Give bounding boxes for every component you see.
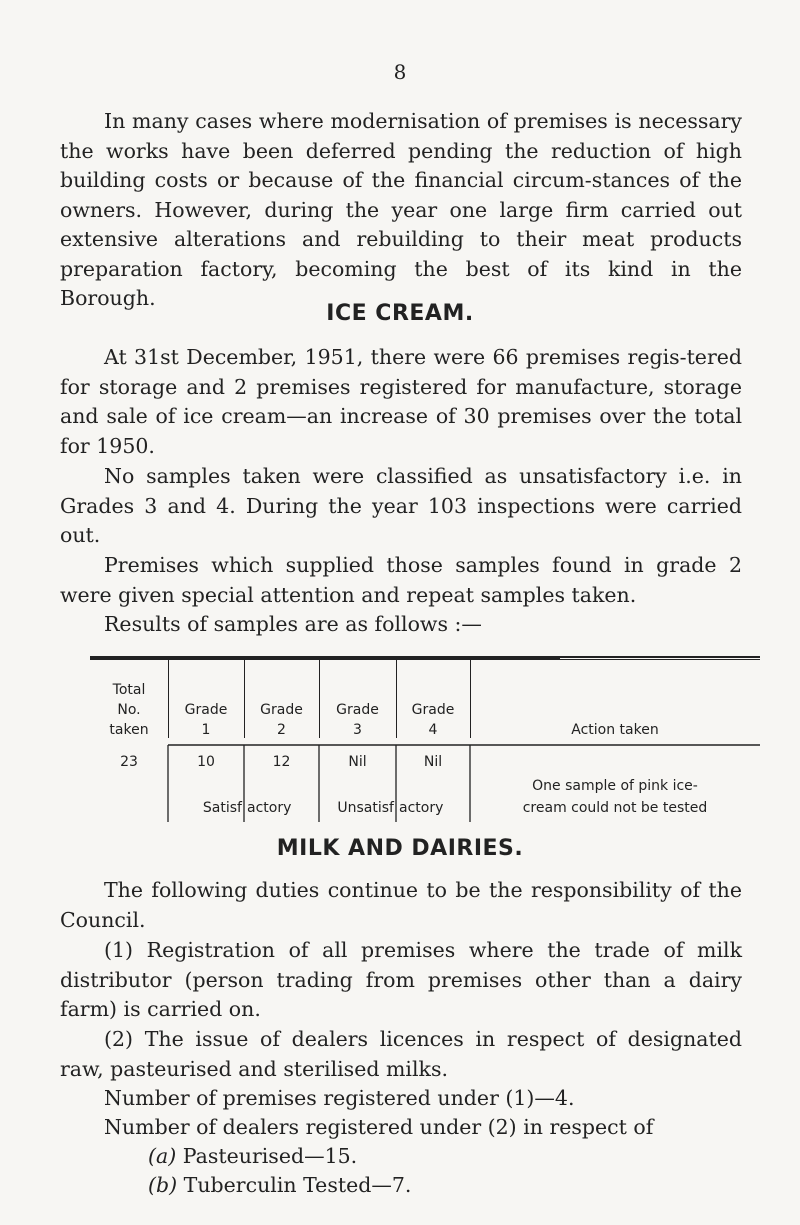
- milk-paragraph-2: (1) Registration of all premises where the trade of milk distributor (person trading from premises other than a dairy farm) is carried on.: [60, 938, 742, 1021]
- header-total-line3: taken: [109, 722, 149, 738]
- ice-cream-paragraph-1: At 31st December, 1951, there were 66 premises regis-tered for storage and 2 premises registered for manufacture, storage and sale of ice cream—an increase of 30 premises over the total for 1950.: [60, 345, 742, 458]
- list-item-a: [148, 1142, 357, 1172]
- header-grade3-line1: Grade: [336, 702, 379, 718]
- milk-paragraph-4: Number of premises registered under (1)—4.: [104, 1086, 575, 1110]
- cell-grade1: 10: [197, 754, 215, 770]
- milk-paragraph-3: (2) The issue of dealers licences in respect of designated raw, pasteurised and sterilised milks.: [60, 1027, 742, 1081]
- header-grade4-line1: Grade: [411, 702, 455, 718]
- list-item-a-text: Pasteurised—15.: [182, 1144, 358, 1168]
- ice-cream-paragraph-3: Premises which supplied those samples found in grade 2 were given special attention and repeat samples taken.: [60, 553, 742, 607]
- list-item-b-label: (b): [148, 1173, 178, 1197]
- list-item-b-text: Tuberculin Tested—7.: [183, 1173, 412, 1197]
- cell-satisf-part1: Satisf: [202, 800, 242, 816]
- cell-action-line1: One sample of pink ice-: [532, 778, 698, 794]
- milk-paragraph-5: Number of dealers registered under (2) in respect of: [104, 1115, 654, 1139]
- cell-grade3: Nil: [348, 754, 367, 770]
- cell-action-line2: cream could not be tested: [522, 800, 708, 816]
- ice-cream-paragraph-4: Results of samples are as follows :—: [104, 612, 482, 636]
- list-item-a-label: (a): [148, 1144, 177, 1168]
- page-number: 8: [393, 60, 407, 84]
- cell-total: 23: [120, 754, 138, 770]
- header-total-line1: Total: [112, 682, 146, 698]
- header-grade3-line2: 3: [353, 722, 362, 738]
- header-grade1-line2: 1: [201, 722, 211, 738]
- header-action-taken: Action taken: [571, 722, 659, 738]
- cell-satisf-part2: actory: [247, 800, 292, 816]
- ice-cream-paragraph-2: No samples taken were classified as unsatisfactory i.e. in Grades 3 and 4. During the year 103 inspections were carried out.: [60, 464, 742, 547]
- list-item-b: [148, 1171, 411, 1201]
- header-grade2-line2: 2: [277, 722, 286, 738]
- header-grade2-line1: Grade: [260, 702, 303, 718]
- milk-dairies-heading: MILK AND DAIRIES.: [276, 836, 524, 861]
- cell-grade4: Nil: [423, 754, 443, 770]
- cell-unsatisf-part1: Unsatisf: [337, 800, 394, 816]
- cell-unsatisf-part2: actory: [399, 800, 444, 816]
- cell-grade2: 12: [272, 754, 291, 770]
- header-grade1-line1: Grade: [184, 702, 228, 718]
- ice-cream-heading: ICE CREAM.: [326, 301, 474, 326]
- milk-paragraph-1: The following duties continue to be the responsibility of the Council.: [60, 878, 742, 932]
- header-total-line2: No.: [117, 702, 141, 718]
- intro-paragraph: In many cases where modernisation of premises is necessary the works have been deferred pending the reduction of high building costs or because of the financial circum-stances of the owners. However, during the year one large firm carried out extensive alterations and rebuilding to their meat products preparation factory, becoming the best of its kind in the Borough.: [60, 109, 742, 310]
- header-grade4-line2: 4: [428, 722, 438, 738]
